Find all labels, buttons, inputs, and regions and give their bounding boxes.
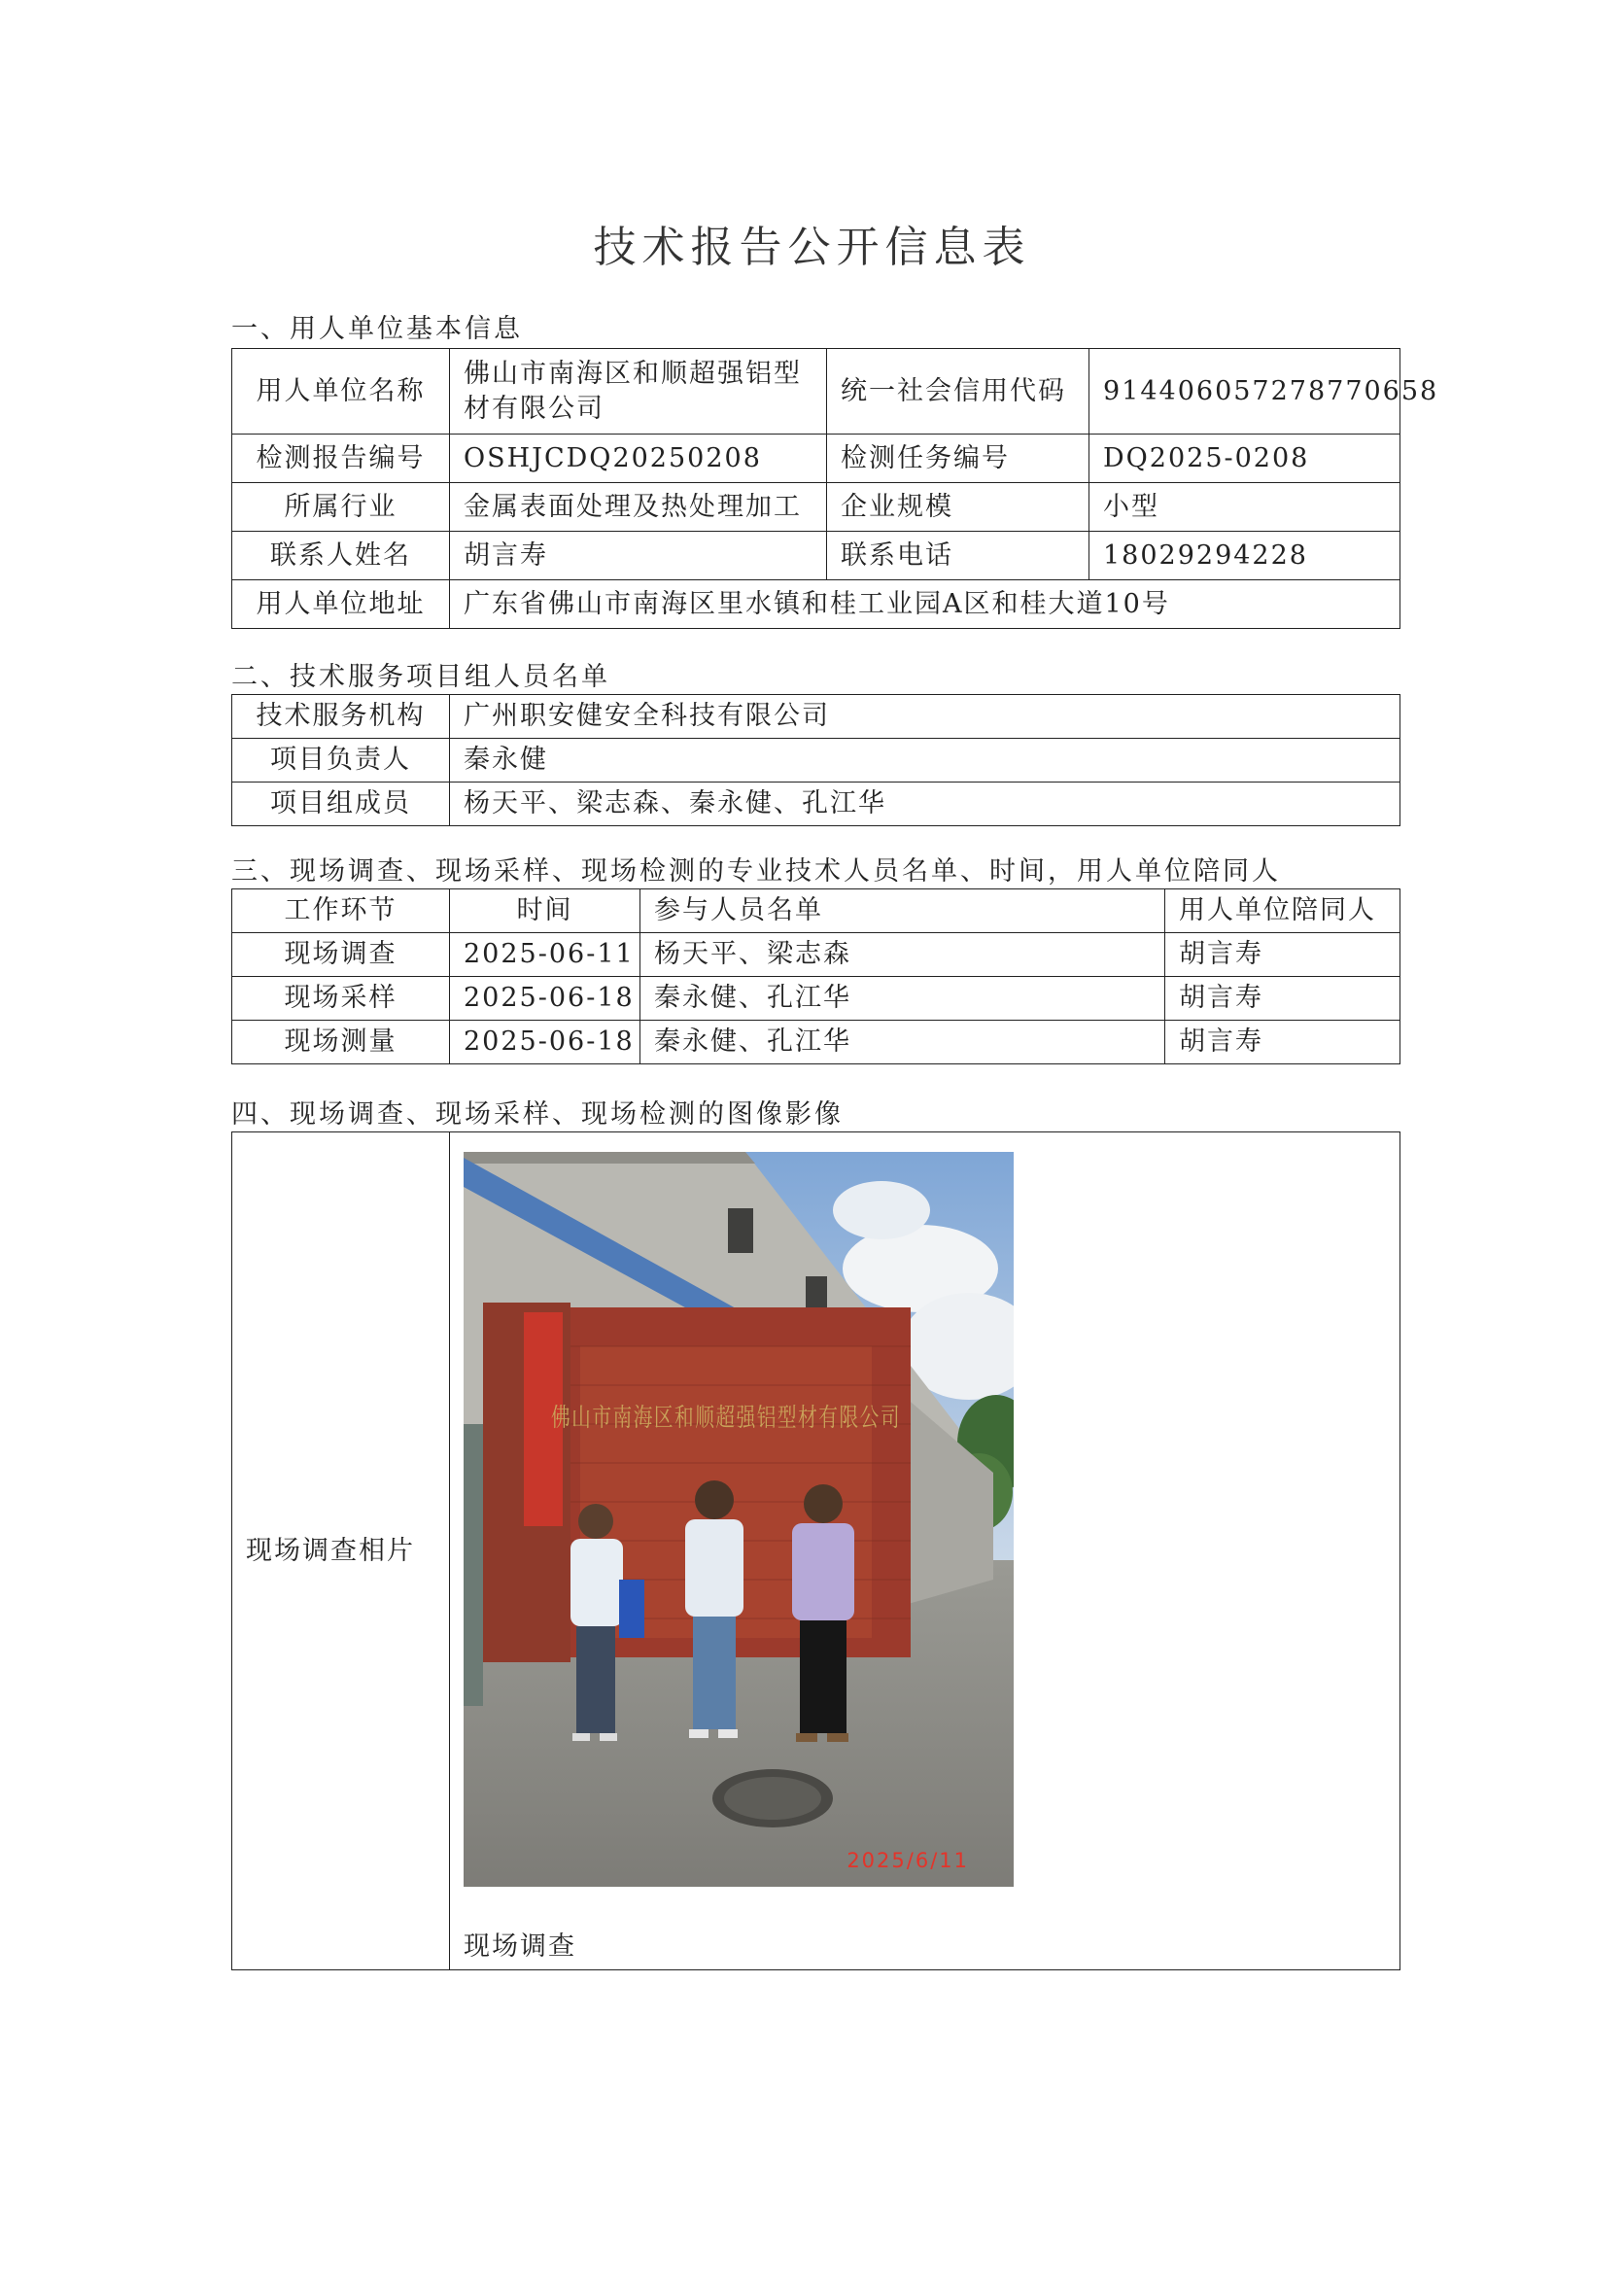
stage-cell: 现场测量 (232, 1021, 450, 1064)
photo-caption: 现场调查 (464, 1931, 576, 1962)
stage-cell: 现场采样 (232, 977, 450, 1021)
photo-cell (450, 1132, 1400, 1970)
basic-info-table (231, 348, 1439, 629)
page-title: 技术报告公开信息表 (593, 223, 1031, 272)
team-table (231, 694, 1400, 826)
scale-value: 小型 (1089, 483, 1400, 532)
field-label: 企业规模 (827, 483, 1089, 532)
contact-name-value: 胡言寿 (450, 532, 827, 580)
table-header-row (232, 889, 1400, 933)
escort-cell: 胡言寿 (1165, 933, 1400, 977)
section4-heading: 四、现场调查、现场采样、现场检测的图像影像 (231, 1099, 844, 1130)
field-label: 联系人姓名 (232, 532, 450, 580)
sign-text: 佛山市南海区和顺超强铝型材有限公司 (551, 1404, 901, 1433)
field-label: 检测任务编号 (827, 435, 1089, 483)
field-label: 用人单位地址 (232, 580, 450, 629)
column-header: 参与人员名单 (640, 889, 1165, 933)
photo-table (231, 1131, 1400, 1970)
escort-cell: 胡言寿 (1165, 1021, 1400, 1064)
table-row (232, 977, 1400, 1021)
field-label: 项目负责人 (232, 739, 450, 783)
company-name-value: 佛山市南海区和顺超强铝型材有限公司 (450, 349, 827, 435)
field-label: 所属行业 (232, 483, 450, 532)
staff-cell: 杨天平、梁志森 (640, 933, 1165, 977)
industry-value: 金属表面处理及热处理加工 (450, 483, 827, 532)
date-cell: 2025-06-18 (450, 1021, 640, 1064)
site-survey-photo (464, 1152, 1014, 1887)
column-header: 时间 (450, 889, 640, 933)
table-row (232, 349, 1400, 435)
date-cell: 2025-06-18 (450, 977, 640, 1021)
field-label: 统一社会信用代码 (827, 349, 1089, 435)
field-label: 项目组成员 (232, 783, 450, 826)
agency-value: 广州职安健安全科技有限公司 (450, 695, 1400, 739)
credit-code-value: 914406057278770658 (1089, 349, 1400, 435)
column-header: 工作环节 (232, 889, 450, 933)
fieldwork-table (231, 888, 1400, 1064)
staff-cell: 秦永健、孔江华 (640, 1021, 1165, 1064)
field-label: 用人单位名称 (232, 349, 450, 435)
section1-heading: 一、用人单位基本信息 (231, 314, 523, 344)
escort-cell: 胡言寿 (1165, 977, 1400, 1021)
report-number-value: OSHJCDQ20250208 (450, 435, 827, 483)
table-row (232, 532, 1400, 580)
stage-cell: 现场调查 (232, 933, 450, 977)
members-value: 杨天平、梁志森、秦永健、孔江华 (450, 783, 1400, 826)
field-label: 检测报告编号 (232, 435, 450, 483)
table-row (232, 1132, 1400, 1970)
table-row (232, 933, 1400, 977)
table-row (232, 1021, 1400, 1064)
field-label: 技术服务机构 (232, 695, 450, 739)
section2-heading: 二、技术服务项目组人员名单 (231, 662, 610, 692)
table-row (232, 739, 1400, 783)
table-row (232, 483, 1400, 532)
photo-label: 现场调查相片 (232, 1132, 450, 1970)
table-row (232, 695, 1400, 739)
leader-value: 秦永健 (450, 739, 1400, 783)
table-row (232, 783, 1400, 826)
table-row (232, 435, 1400, 483)
column-header: 用人单位陪同人 (1165, 889, 1400, 933)
photo-date-stamp: 2025/6/11 (847, 1849, 969, 1872)
address-value: 广东省佛山市南海区里水镇和桂工业园A区和桂大道10号 (450, 580, 1400, 629)
phone-value: 18029294228 (1089, 532, 1400, 580)
section3-heading: 三、现场调查、现场采样、现场检测的专业技术人员名单、时间，用人单位陪同人 (231, 856, 1281, 887)
staff-cell: 秦永健、孔江华 (640, 977, 1165, 1021)
field-label: 联系电话 (827, 532, 1089, 580)
date-cell: 2025-06-11 (450, 933, 640, 977)
task-number-value: DQ2025-0208 (1089, 435, 1400, 483)
table-row (232, 580, 1400, 629)
